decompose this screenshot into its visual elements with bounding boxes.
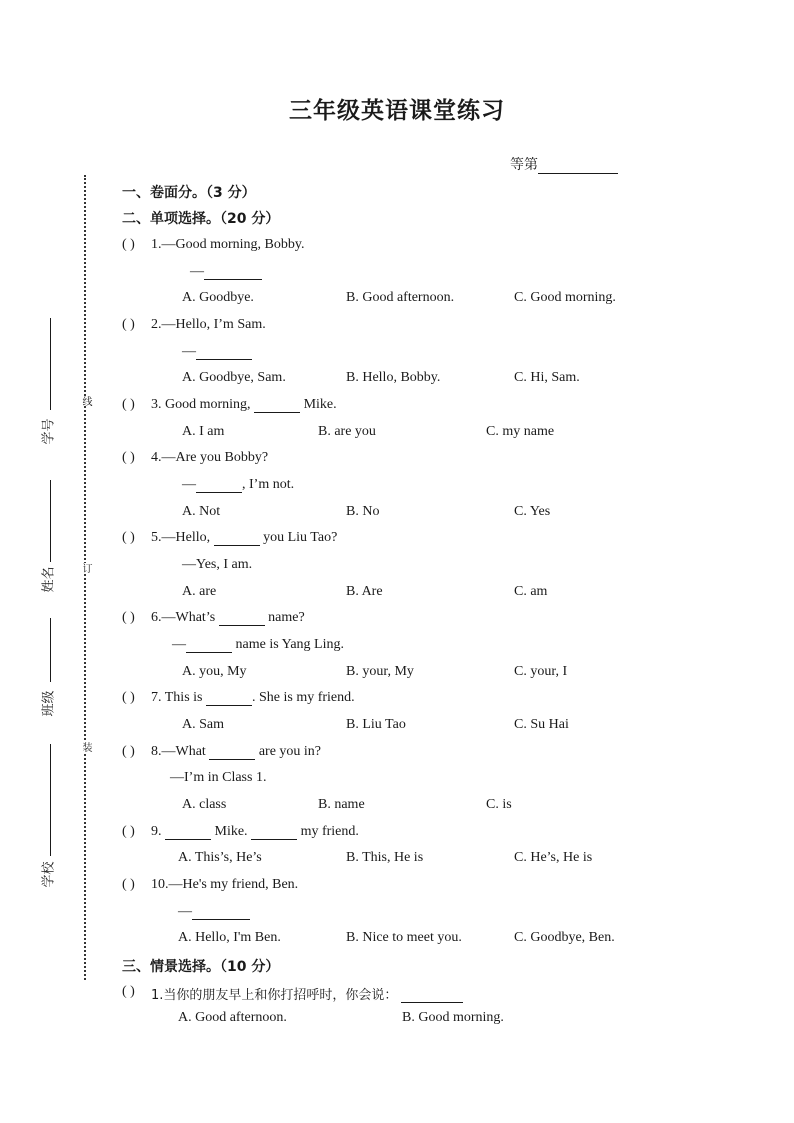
question-5-option-c[interactable]: C. am (514, 584, 548, 599)
page-title: 三年级英语课堂练习 (289, 98, 505, 124)
question-1-stem: 1.—Good morning, Bobby. (151, 237, 305, 252)
question-6-option-c[interactable]: C. your, I (514, 664, 568, 679)
question-8-stem: 8.—What are you in? (151, 744, 322, 759)
question-6-option-b[interactable]: B. your, My (346, 664, 414, 679)
question-4-option-b[interactable]: B. No (346, 504, 380, 519)
question-10-option-b[interactable]: B. Nice to meet you. (346, 930, 462, 945)
question-9-option-a[interactable]: A. This’s, He’s (178, 850, 262, 865)
question-8-option-b[interactable]: B. name (318, 797, 365, 812)
question-8-option-a[interactable]: A. class (182, 797, 227, 812)
answer-paren[interactable]: ( ) (122, 690, 135, 705)
class-blank[interactable] (50, 618, 51, 682)
question-6-stem: 6.—What’s name? (151, 610, 305, 625)
question-9-stem: 9. Mike. my friend. (151, 824, 359, 839)
section-2-heading: 二、单项选择。（20 分） (122, 211, 280, 227)
binding-char-zhuang: 装 (80, 742, 91, 752)
question-5-option-a[interactable]: A. are (182, 584, 217, 599)
question-10-stem: 10.—He's my friend, Ben. (151, 877, 299, 892)
question-6-option-a[interactable]: A. you, My (182, 664, 247, 679)
answer-paren[interactable]: ( ) (122, 610, 135, 625)
answer-paren[interactable]: ( ) (122, 744, 135, 759)
section-1-heading: 一、卷面分。（3 分） (122, 185, 256, 201)
question-4-option-a[interactable]: A. Not (182, 504, 221, 519)
question-5-option-b[interactable]: B. Are (346, 584, 383, 599)
student-id-blank[interactable] (50, 318, 51, 410)
question-4-stem: 4.—Are you Bobby? (151, 450, 269, 465)
answer-paren[interactable]: ( ) (122, 317, 135, 332)
answer-paren[interactable]: ( ) (122, 450, 135, 465)
question-3-stem: 3. Good morning, Mike. (151, 397, 337, 412)
situational-1-option-b[interactable]: B. Good morning. (402, 1010, 504, 1025)
question-5-stem: 5.—Hello, you Liu Tao? (151, 530, 338, 545)
question-5-reply: —Yes, I am. (182, 557, 253, 572)
question-10-option-a[interactable]: A. Hello, I'm Ben. (178, 930, 281, 945)
question-4-reply[interactable]: — , I’m not. (182, 477, 295, 492)
name-label: 姓名 (41, 566, 57, 593)
answer-paren[interactable]: ( ) (122, 530, 135, 545)
situational-1-stem: 1.当你的朋友早上和你打招呼时，你会说： (151, 984, 463, 1003)
answer-paren[interactable]: ( ) (122, 237, 135, 252)
question-7-option-c[interactable]: C. Su Hai (514, 717, 569, 732)
question-8-option-c[interactable]: C. is (486, 797, 512, 812)
binding-char-ding: 订 (80, 563, 91, 573)
binding-char-xian: 线 (80, 396, 91, 406)
question-1-option-b[interactable]: B. Good afternoon. (346, 290, 455, 305)
question-7-option-a[interactable]: A. Sam (182, 717, 224, 732)
answer-paren[interactable]: ( ) (122, 824, 135, 839)
answer-paren[interactable]: ( ) (122, 877, 135, 892)
binding-dotted-line (84, 175, 86, 980)
question-2-option-a[interactable]: A. Goodbye, Sam. (182, 370, 286, 385)
question-1-reply[interactable]: — (190, 264, 262, 280)
question-2-option-c[interactable]: C. Hi, Sam. (514, 370, 580, 385)
class-label: 班级 (41, 690, 57, 717)
question-4-option-c[interactable]: C. Yes (514, 504, 551, 519)
school-label: 学校 (41, 861, 57, 888)
question-3-option-c[interactable]: C. my name (486, 424, 555, 439)
school-blank[interactable] (50, 744, 51, 856)
question-6-reply[interactable]: — name is Yang Ling. (172, 637, 344, 652)
question-7-option-b[interactable]: B. Liu Tao (346, 717, 406, 732)
grade-label: 等第 (510, 157, 538, 173)
question-10-reply[interactable]: — (178, 904, 250, 920)
section-3-heading: 三、情景选择。（10 分） (122, 959, 280, 975)
student-id-label: 学号 (41, 418, 57, 445)
question-2-option-b[interactable]: B. Hello, Bobby. (346, 370, 441, 385)
question-3-option-b[interactable]: B. are you (318, 424, 376, 439)
answer-paren[interactable]: ( ) (122, 397, 135, 412)
question-2-reply[interactable]: — (182, 344, 252, 360)
grade-field[interactable] (510, 154, 618, 174)
question-1-option-a[interactable]: A. Goodbye. (182, 290, 254, 305)
grade-blank[interactable] (538, 159, 618, 174)
answer-paren[interactable]: ( ) (122, 984, 135, 999)
name-blank[interactable] (50, 480, 51, 562)
question-1-option-c[interactable]: C. Good morning. (514, 290, 616, 305)
question-10-option-c[interactable]: C. Goodbye, Ben. (514, 930, 615, 945)
question-2-stem: 2.—Hello, I’m Sam. (151, 317, 266, 332)
question-7-stem: 7. This is . She is my friend. (151, 690, 355, 705)
question-8-reply: —I’m in Class 1. (170, 770, 267, 785)
question-9-option-b[interactable]: B. This, He is (346, 850, 424, 865)
situational-1-option-a[interactable]: A. Good afternoon. (178, 1010, 287, 1025)
question-3-option-a[interactable]: A. I am (182, 424, 225, 439)
question-9-option-c[interactable]: C. He’s, He is (514, 850, 593, 865)
